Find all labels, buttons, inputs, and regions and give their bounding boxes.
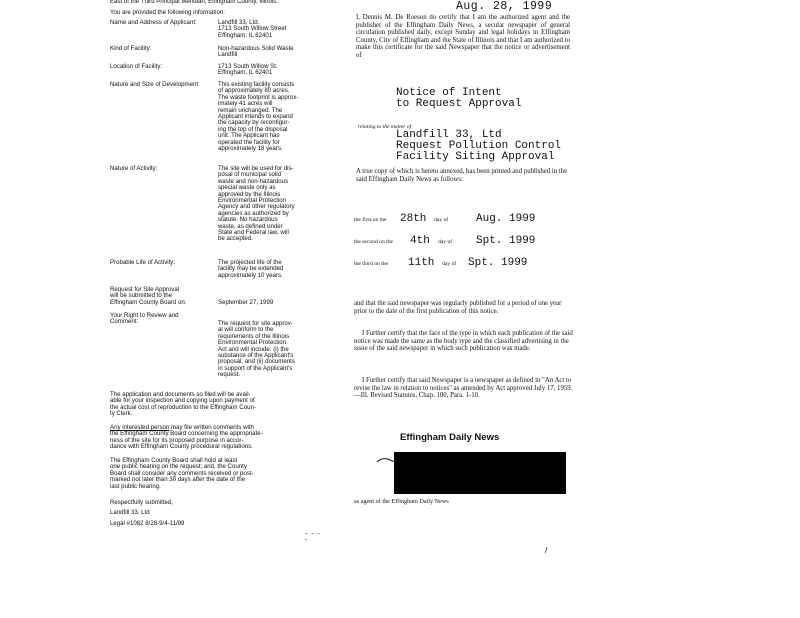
request-label-line: Effingham County Board on: — [110, 298, 187, 306]
rights-line: Act and will include: (i) the — [218, 345, 289, 353]
notice-top-fragment: East of the Third Principal Meridian, Effingham County, Illinois. — [110, 0, 278, 5]
notice-title-line: Notice of Intent — [396, 87, 502, 99]
closing-block — [110, 500, 322, 527]
hearing-line: The Effingham County Board shall hold at least — [110, 457, 238, 464]
nature-size-value — [218, 82, 323, 152]
facility-kind-line: Non-hazardous Solid Waste — [218, 45, 294, 52]
location-value — [218, 64, 323, 77]
hearing-line: one public hearing on the request; and, the County — [110, 463, 247, 471]
hearing-line: Board shall consider any comments received or post- — [110, 469, 254, 477]
life-label: Probable Life of Activity: — [110, 259, 176, 266]
continuity-paragraph: and that the said newspaper was regularly published for a period of one year prior to the date of the first publication of this notice. — [354, 300, 562, 315]
location-label: Location of Facility: — [110, 63, 163, 70]
matter-line: Landfill 33, Ltd — [396, 129, 502, 141]
availability-line: able for your inspection and copying upon payment of — [110, 397, 255, 405]
further-certify-type: I Further certify that the face of the type in which each publication of the said notice was made the same as the body type and the classified advertising in the issue of the said newspaper in which such publication was made. — [354, 330, 573, 353]
rights-line: al will conform to the — [218, 326, 274, 334]
publication-date: Spt. 1999 — [468, 257, 528, 269]
activity-line: statute. No hazardous — [218, 216, 278, 224]
activity-line: waste, as defined under — [218, 222, 283, 230]
nature-size-line: of approximately 80 acres. — [218, 87, 290, 95]
interested-rest: may file written comments with — [169, 424, 254, 431]
agent-line: as agent of the Effingham Daily News — [354, 498, 449, 505]
activity-value — [218, 166, 323, 243]
applicant-label: Name and Address of Applicant: — [110, 19, 197, 26]
hearing-paragraph — [110, 458, 322, 490]
activity-line: special waste only as — [218, 184, 276, 192]
activity-line: Environmental Protection — [218, 197, 287, 205]
availability-line: The application and documents so filed will be avail- — [110, 391, 251, 398]
request-label-line: Request for Site Approval — [110, 286, 180, 293]
nature-size-line: The waste footprint is approx- — [218, 93, 299, 101]
location-line: 1713 South Willow St. — [218, 63, 278, 70]
activity-line: approved by the Illinois — [218, 190, 281, 198]
redacted-signature-block — [394, 452, 566, 494]
publication-date: Aug. 1999 — [476, 213, 536, 225]
applicant-line: 1713 South Willow Street — [218, 25, 287, 33]
publication-dayof: day of — [442, 261, 457, 267]
applicant-line: Effingham, IL 62401 — [218, 31, 273, 39]
rights-line: proposal; and (ii) documents — [218, 358, 295, 366]
interested-line: dance with Effingham County procedural regulations. — [110, 443, 253, 451]
publication-second — [354, 235, 536, 247]
rights-line: in support of the Applicant's — [218, 364, 293, 372]
publication-dayof: day of — [438, 239, 453, 245]
legal-number: Legal #1082 8/28-9/4-11/99 — [110, 519, 185, 527]
life-value — [218, 260, 323, 279]
interested-paragraph — [110, 425, 322, 451]
request-label — [110, 287, 215, 306]
nature-size-line: operated the facility for — [218, 138, 280, 146]
activity-line: waste and non-hazardous — [218, 177, 289, 185]
stray-mark: / — [545, 546, 548, 555]
further-certify-statute: I Further certify that said Newspaper is a newspaper as defined in "An Act to revise the law in relation to notices" as amended by Act approved July 17, 1959.—Ill. Revised Statutes, Chap. 100, Para. 1-10. — [354, 377, 573, 400]
publication-third — [354, 257, 528, 269]
applicant-line: Landfill 33, Ltd. — [218, 19, 260, 26]
facility-kind-line: Landfill — [218, 51, 238, 59]
closing-line: Respectfully submitted, — [110, 499, 173, 506]
rights-line: substance of the Applicant's — [218, 352, 294, 360]
life-line: facility may be extended — [218, 265, 284, 273]
signer-name: Landfill 33, Ltd — [110, 509, 150, 517]
matter-line: Facility Siting Approval — [396, 151, 555, 163]
hearing-line: marked not later than 30 days after the date of the — [110, 476, 246, 484]
applicant-value — [218, 20, 323, 39]
facility-kind-value — [218, 46, 323, 59]
availability-line: the actual cost of reproduction to the Effingham Coun- — [110, 403, 256, 411]
activity-line: posal of municipal solid — [218, 171, 282, 179]
rights-label — [110, 313, 215, 326]
nature-size-line: imately 41 acres will — [218, 100, 273, 108]
publication-first — [354, 213, 536, 225]
matter-title — [396, 130, 561, 163]
publication-ordinal: the third on the — [354, 261, 389, 267]
publication-day: 28th — [400, 213, 427, 225]
nature-size-line: unit. The Applicant has — [218, 132, 280, 140]
nature-size-line: the capacity by reconfigur- — [218, 119, 290, 127]
facility-kind-label: Kind of Facility: — [110, 45, 152, 52]
certificate-date: Aug. 28, 1999 — [456, 0, 553, 13]
activity-label: Nature of Activity: — [110, 165, 158, 172]
interested-lead: Any interested person — [110, 424, 170, 431]
rights-label-line: Comment: — [110, 318, 139, 326]
rights-line: requirements of the Illinois — [218, 332, 290, 340]
true-copy-paragraph: A true copy of which is hereto annexed, has been printed and published in the said Effingham Daily News as follows: — [356, 168, 568, 183]
request-label-line: will be submitted to the — [110, 292, 172, 300]
notice-intro: You are provided the following information: — [110, 9, 225, 16]
nature-size-line: This existing facility consists — [218, 81, 295, 88]
publication-date: Spt. 1999 — [476, 235, 536, 247]
nature-size-line: approximately 18 years. — [218, 145, 283, 153]
interested-line: ness of the site for its proposed purpose in accor- — [110, 436, 244, 444]
rights-line: request. — [218, 371, 241, 379]
request-date: September 27, 1999 — [218, 299, 274, 306]
activity-line: agencies as authorized by — [218, 209, 289, 217]
notice-title — [396, 88, 521, 110]
notice-title-line: to Request Approval — [396, 98, 522, 110]
availability-line: ty Clerk. — [110, 410, 133, 418]
activity-line: State and Federal law, will — [218, 229, 289, 237]
nature-size-line: remain unchanged. The — [218, 106, 283, 114]
activity-line: Agency and other regulatory — [218, 203, 295, 211]
publication-day: 11th — [408, 257, 435, 269]
publisher-name: Effingham Daily News — [400, 432, 500, 443]
publication-ordinal: the first on the — [354, 217, 387, 223]
publication-ordinal: the second on the — [354, 239, 393, 245]
interested-line: the Effingham County Board concerning the appropriate- — [110, 430, 263, 438]
publication-day: 4th — [410, 235, 430, 247]
hearing-line: last public hearing. — [110, 482, 161, 490]
nature-size-line: ing the top of the disposal — [218, 125, 288, 133]
matter-line: Request Pollution Control — [396, 140, 562, 152]
location-line: Effingham, IL 62401 — [218, 69, 273, 77]
activity-line: The site will be used for dis- — [218, 165, 294, 172]
rights-label-line: Your Right to Review and — [110, 312, 179, 319]
publication-dayof: day of — [434, 217, 449, 223]
rights-line: Environmental Protection — [218, 339, 287, 347]
availability-paragraph — [110, 392, 322, 418]
nature-size-label: Nature and Size of Development: — [110, 81, 200, 88]
nature-size-line: Applicant intends to expand — [218, 113, 293, 121]
rights-value — [218, 321, 323, 379]
rights-line: The request for site approv- — [218, 320, 293, 327]
certificate-paragraph: I, Dennis M. De Roeson do certify that I am the authorized agent and the publisher of the Effingham Daily News, a secular newspaper of general circulation published daily, except Sunday and legal holidays in Effingham County, City of Effingham and the State of Illinois and that I am authorized to make this certificate for the said Newspaper that the notice or advertisement of — [356, 14, 570, 59]
life-line: approximately 10 years. — [218, 271, 283, 279]
activity-line: be accepted. — [218, 235, 253, 243]
relating-label: relating to the matter of — [358, 124, 412, 130]
life-line: The projected life of the — [218, 259, 282, 266]
separator-dashes: - - - - — [305, 531, 321, 545]
